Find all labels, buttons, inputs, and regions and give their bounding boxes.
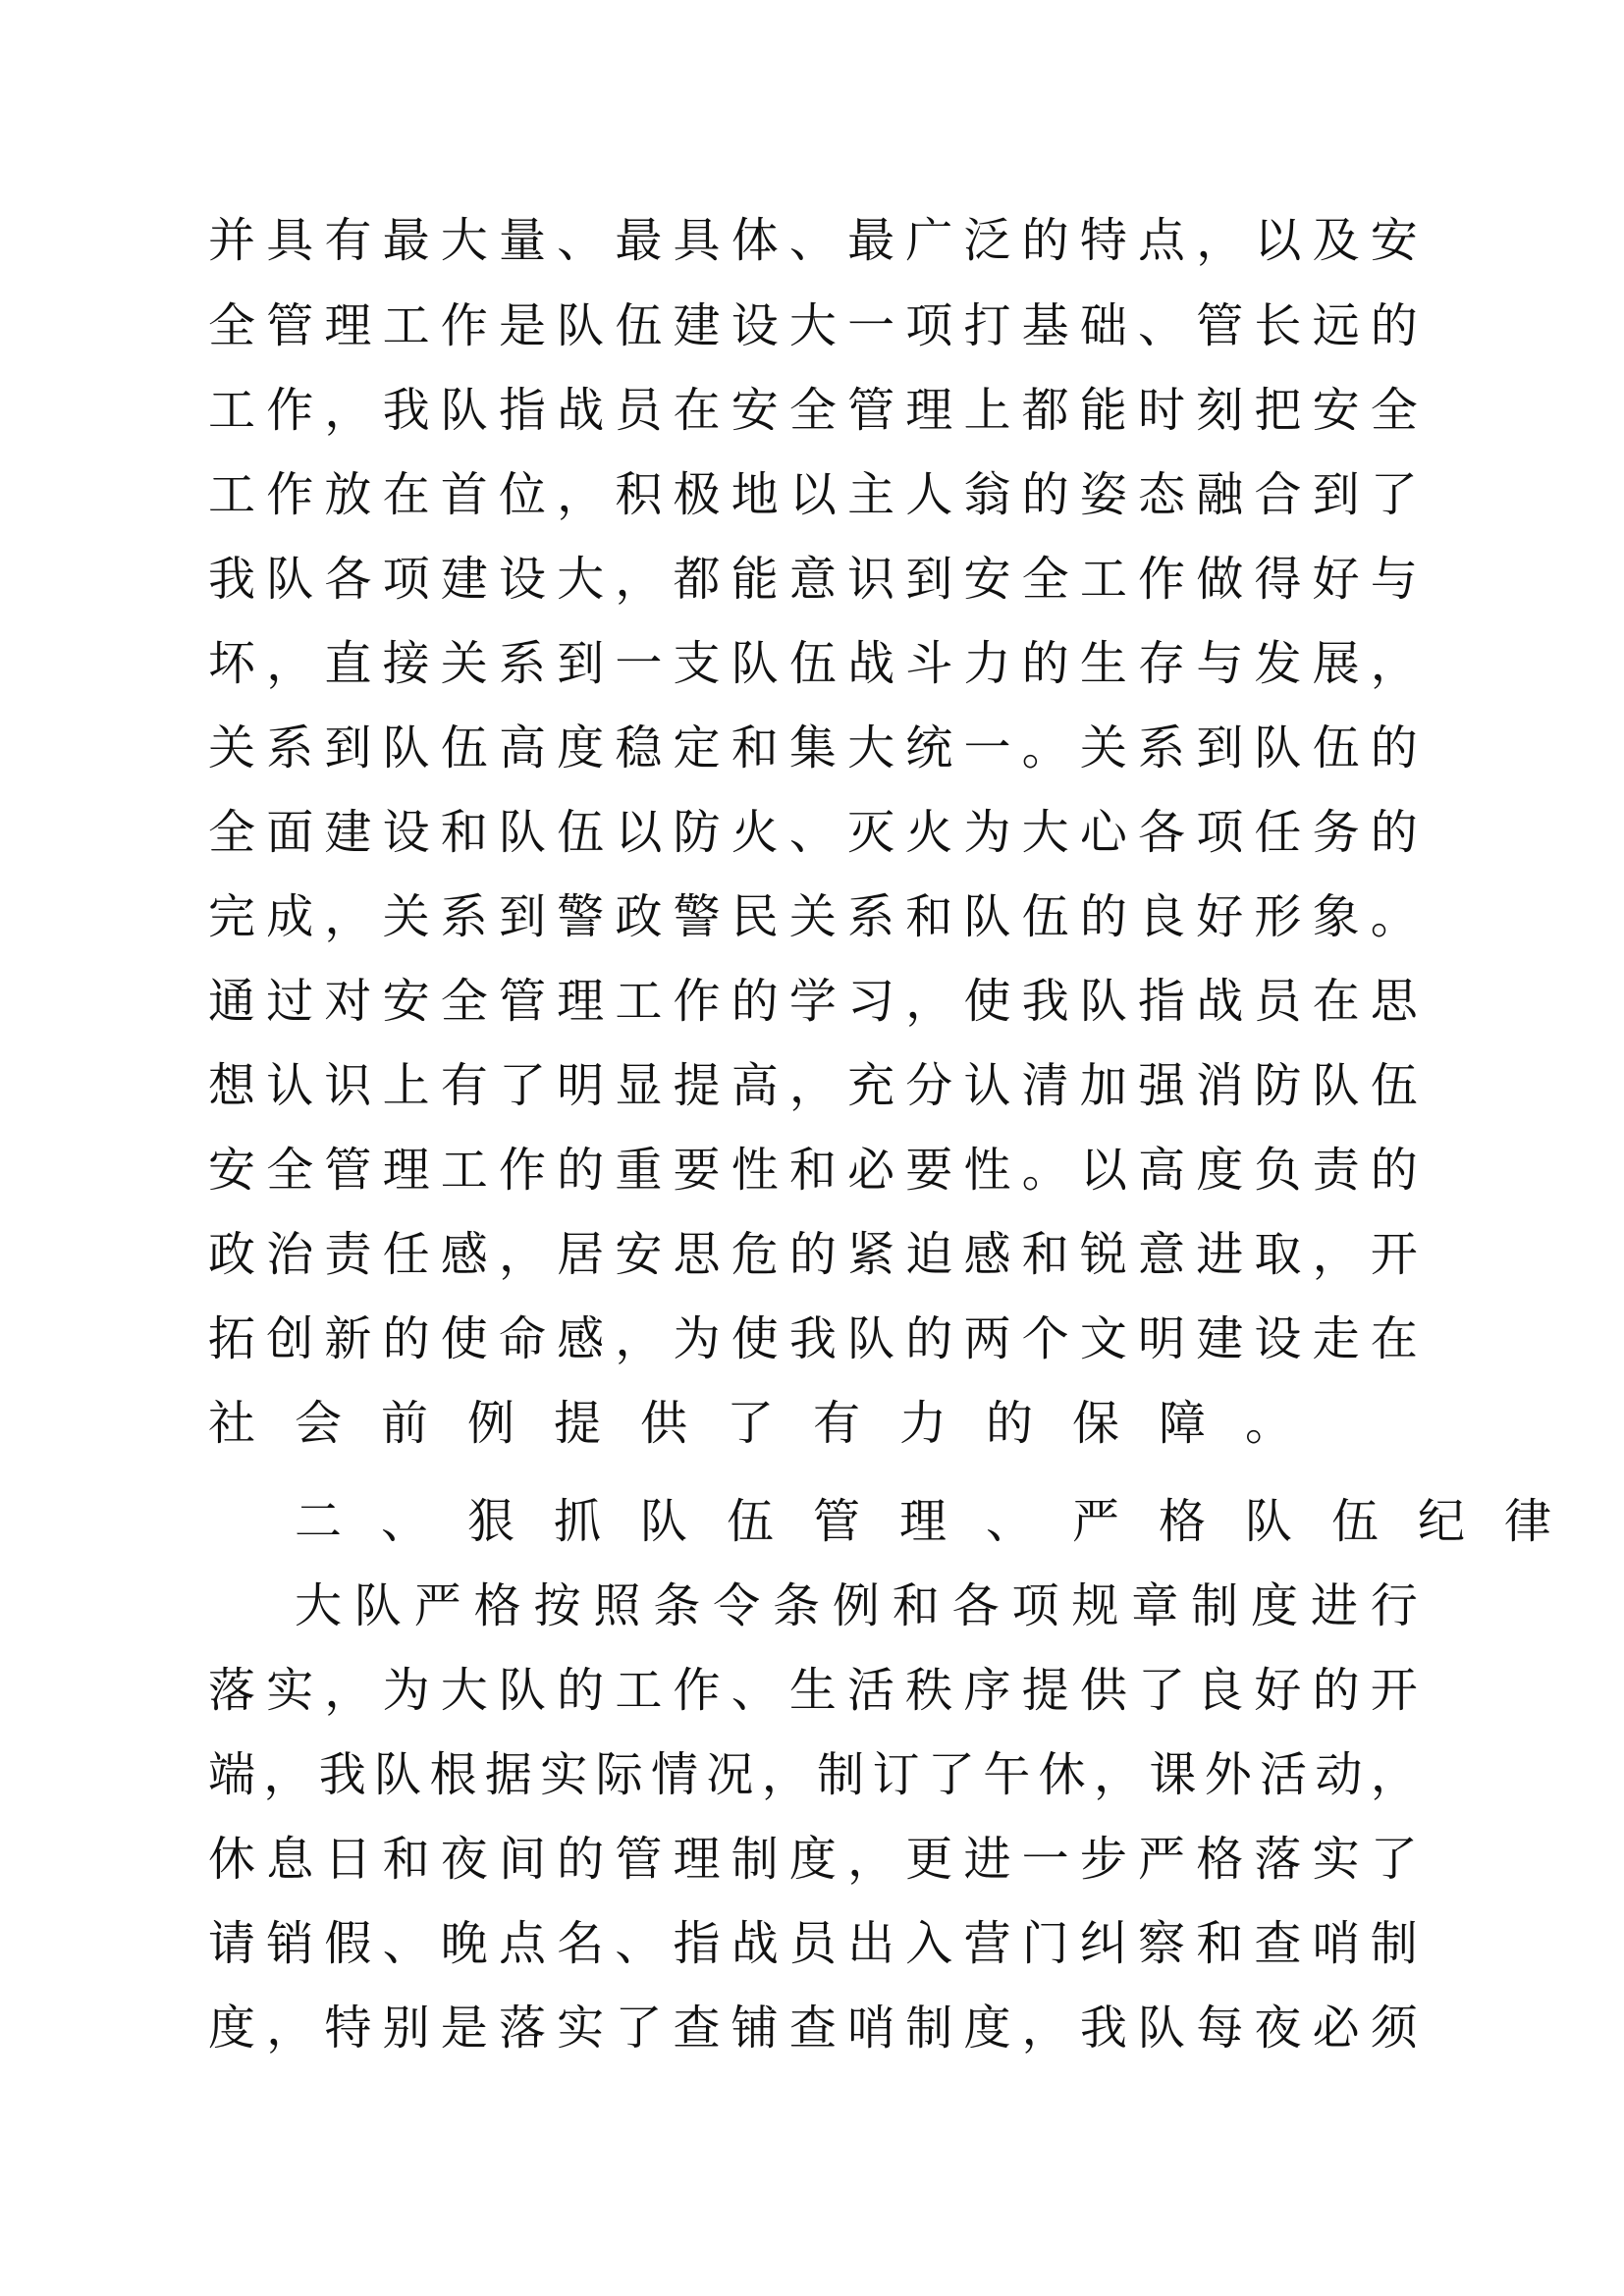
text-line: 并 具 有 最 大 量 、 最 具 体 、 最 广 泛 的 特 点 ， 以 及 安 <box>208 213 1418 268</box>
text-line: 坏 ， 直 接 关 系 到 一 支 队 伍 战 斗 力 的 生 存 与 发 展 ， <box>208 636 1418 691</box>
section-heading: 二、狠抓队伍管理、严格队伍纪律 <box>295 1494 1592 1549</box>
text-line: 工 作 ， 我 队 指 战 员 在 安 全 管 理 上 都 能 时 刻 把 安 全 <box>208 383 1418 438</box>
paragraph-last-line: 社会前例提供了有力的保障。 <box>208 1396 1332 1451</box>
text-line: 安 全 管 理 工 作 的 重 要 性 和 必 要 性 。 以 高 度 负 责 的 <box>208 1143 1418 1198</box>
paragraph-first-line: 大 队 严 格 按 照 条 令 条 例 和 各 项 规 章 制 度 进 行 <box>295 1578 1418 1633</box>
text-line: 全 管 理 工 作 是 队 伍 建 设 大 一 项 打 基 础 、 管 长 远 的 <box>208 298 1418 353</box>
text-line: 工 作 放 在 首 位 ， 积 极 地 以 主 人 翁 的 姿 态 融 合 到 了 <box>208 467 1418 522</box>
text-line: 拓 创 新 的 使 命 感 ， 为 使 我 队 的 两 个 文 明 建 设 走 在 <box>208 1311 1418 1366</box>
text-line: 休 息 日 和 夜 间 的 管 理 制 度 ， 更 进 一 步 严 格 落 实 了 <box>208 1832 1418 1887</box>
text-line: 通 过 对 安 全 管 理 工 作 的 学 习 ， 使 我 队 指 战 员 在 思 <box>208 974 1418 1029</box>
text-line: 政 治 责 任 感 ， 居 安 思 危 的 紧 迫 感 和 锐 意 进 取 ， 开 <box>208 1227 1418 1282</box>
text-line: 落 实 ， 为 大 队 的 工 作 、 生 活 秩 序 提 供 了 良 好 的 开 <box>208 1663 1418 1718</box>
text-line: 请 销 假 、 晚 点 名 、 指 战 员 出 入 营 门 纠 察 和 查 哨 制 <box>208 1916 1418 1971</box>
text-line: 关 系 到 队 伍 高 度 稳 定 和 集 大 统 一 。 关 系 到 队 伍 的 <box>208 721 1418 775</box>
text-line: 完 成 ， 关 系 到 警 政 警 民 关 系 和 队 伍 的 良 好 形 象 。 <box>208 889 1418 944</box>
text-line: 度 ， 特 别 是 落 实 了 查 铺 查 哨 制 度 ， 我 队 每 夜 必 须 <box>208 2001 1418 2056</box>
text-line: 端 ， 我 队 根 据 实 际 情 况 ， 制 订 了 午 休 ， 课 外 活 动 ， <box>208 1747 1418 1802</box>
text-line: 我 队 各 项 建 设 大 ， 都 能 意 识 到 安 全 工 作 做 得 好 与 <box>208 552 1418 607</box>
text-line: 全 面 建 设 和 队 伍 以 防 火 、 灭 火 为 大 心 各 项 任 务 的 <box>208 805 1418 860</box>
text-line: 想 认 识 上 有 了 明 显 提 高 ， 充 分 认 清 加 强 消 防 队 伍 <box>208 1058 1418 1113</box>
